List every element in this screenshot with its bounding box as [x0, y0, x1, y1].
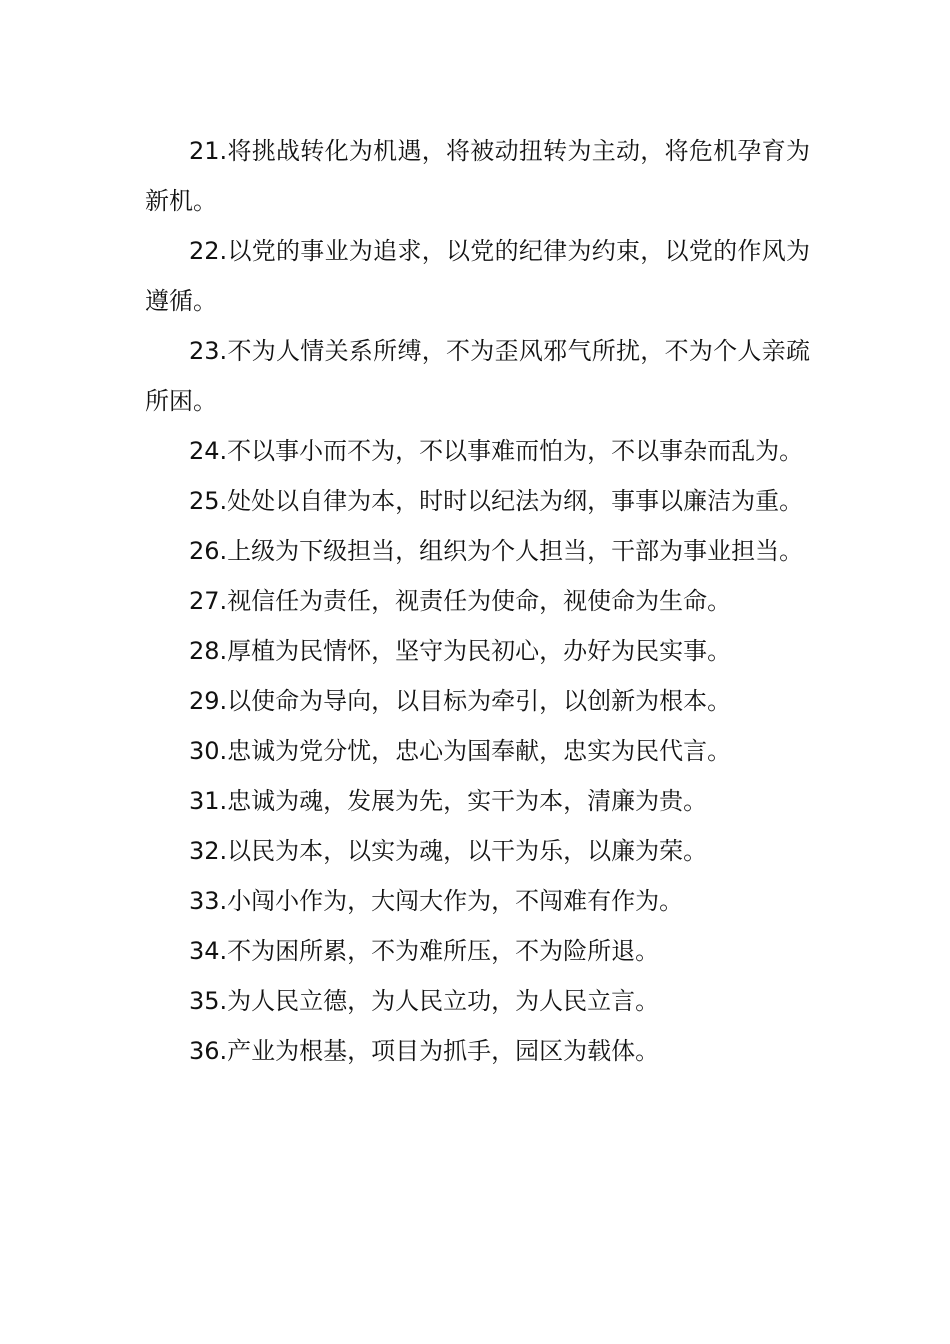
paragraph-28 [145, 626, 810, 676]
paragraph-22 [145, 226, 810, 326]
paragraph-text: 处处以自律为本，时时以纪法为纲，事事以廉洁为重。 [227, 487, 804, 515]
paragraph-text: 以使命为导向，以目标为牵引，以创新为根本。 [227, 687, 732, 715]
paragraph-number: 24. [189, 437, 228, 465]
paragraph-text: 忠诚为魂，发展为先，实干为本，清廉为贵。 [227, 787, 708, 815]
paragraph-text: 忠诚为党分忧，忠心为国奉献，忠实为民代言。 [227, 737, 732, 765]
paragraph-number: 26. [189, 537, 228, 565]
paragraph-32 [145, 826, 810, 876]
paragraph-number: 31. [189, 787, 228, 815]
paragraph-30 [145, 726, 810, 776]
paragraph-text: 以党的事业为追求，以党的纪律为约束，以党的作风为遵循。 [145, 237, 810, 315]
paragraph-text: 小闯小作为，大闯大作为，不闯难有作为。 [227, 887, 684, 915]
paragraph-34 [145, 926, 810, 976]
paragraph-number: 34. [189, 937, 228, 965]
paragraph-text: 上级为下级担当，组织为个人担当，干部为事业担当。 [227, 537, 804, 565]
paragraph-number: 32. [189, 837, 228, 865]
paragraph-number: 23. [189, 337, 228, 365]
paragraph-24 [145, 426, 810, 476]
paragraph-33 [145, 876, 810, 926]
document-body [145, 126, 810, 1076]
paragraph-number: 27. [189, 587, 228, 615]
paragraph-21 [145, 126, 810, 226]
paragraph-number: 21. [189, 137, 228, 165]
paragraph-text: 将挑战转化为机遇，将被动扭转为主动，将危机孕育为新机。 [145, 137, 810, 215]
paragraph-29 [145, 676, 810, 726]
paragraph-text: 视信任为责任，视责任为使命，视使命为生命。 [227, 587, 732, 615]
paragraph-text: 不为困所累，不为难所压，不为险所退。 [227, 937, 660, 965]
paragraph-text: 为人民立德，为人民立功，为人民立言。 [227, 987, 660, 1015]
paragraph-23 [145, 326, 810, 426]
paragraph-text: 厚植为民情怀，坚守为民初心，办好为民实事。 [227, 637, 732, 665]
paragraph-number: 28. [189, 637, 228, 665]
paragraph-number: 25. [189, 487, 228, 515]
paragraph-number: 22. [189, 237, 228, 265]
paragraph-26 [145, 526, 810, 576]
paragraph-number: 35. [189, 987, 228, 1015]
paragraph-36 [145, 1026, 810, 1076]
paragraph-25 [145, 476, 810, 526]
paragraph-number: 30. [189, 737, 228, 765]
paragraph-text: 产业为根基，项目为抓手，园区为载体。 [227, 1037, 660, 1065]
paragraph-number: 36. [189, 1037, 228, 1065]
paragraph-27 [145, 576, 810, 626]
paragraph-35 [145, 976, 810, 1026]
paragraph-number: 33. [189, 887, 228, 915]
paragraph-31 [145, 776, 810, 826]
paragraph-text: 不为人情关系所缚，不为歪风邪气所扰，不为个人亲疏所困。 [145, 337, 810, 415]
paragraph-text: 不以事小而不为，不以事难而怕为，不以事杂而乱为。 [227, 437, 804, 465]
paragraph-number: 29. [189, 687, 228, 715]
paragraph-text: 以民为本，以实为魂，以干为乐，以廉为荣。 [227, 837, 708, 865]
